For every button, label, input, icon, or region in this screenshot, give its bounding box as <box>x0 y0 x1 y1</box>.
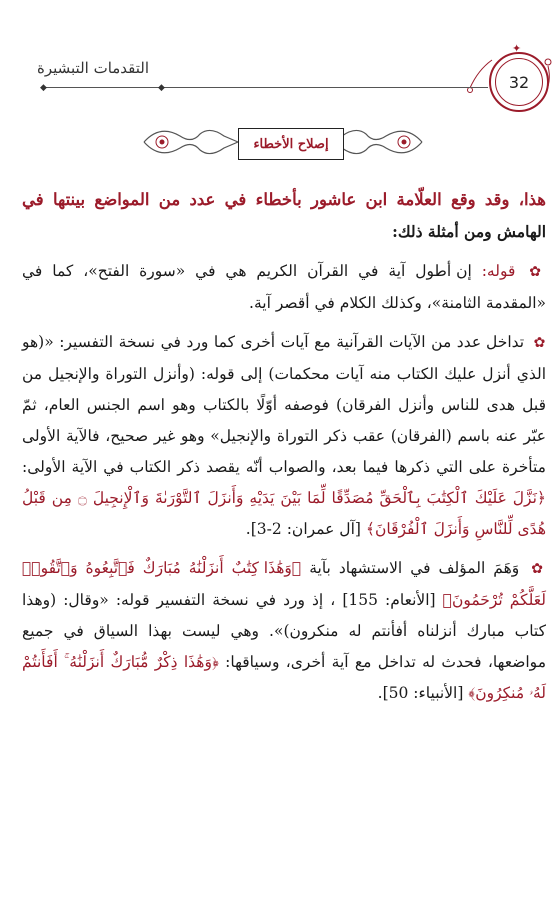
flower-bullet-icon: ✿ <box>533 335 547 351</box>
intro-paragraph <box>22 184 546 248</box>
quran-quote: ﴿نَزَّلَ عَلَيْكَ ٱلْكِتَٰبَ بِٱلْحَقِّ مُصَدِّقًا لِّمَا بَيْنَ يَدَيْهِ وَأَنزَلَ ٱلتَّوْرَىٰةَ وَٱلْإِنجِيلَ ۝ مِن قَبْلُ هُدًى لِّلنَّاسِ وَأَنزَلَ ٱلْفُرْقَانَ﴾ <box>22 489 546 538</box>
item-label: قوله: <box>481 262 516 280</box>
quran-quote: ﴿وَهَٰذَا ذِكْرٌ مُّبَارَكٌ أَنزَلْنَٰهُ ۚ أَفَأَنتُمْ لَهُۥ مُنكِرُونَ﴾ <box>22 653 546 702</box>
verse-reference: [آل عمران: 2-3]. <box>245 520 361 538</box>
page-number: 32 <box>495 58 543 106</box>
diamond-icon: ◆ <box>158 83 165 93</box>
diamond-icon: ◆ <box>40 83 47 93</box>
page-body <box>22 184 546 717</box>
running-title: التقدمات التبشيرة <box>36 59 150 77</box>
list-item <box>22 327 546 545</box>
item-text: إن أطول آية في القرآن الكريم هي في «سورة الفتح»، كما في «المقدمة الثامنة»، وكذلك الكلام في أقصر آية. <box>22 262 546 312</box>
header-ornament <box>0 0 559 110</box>
list-item <box>22 256 546 319</box>
star-icon: ✦ <box>512 42 522 55</box>
item-text: وَهَمَ المؤلف في الاستشهاد بآية <box>301 559 520 577</box>
verse-reference: [الأنعام: 155] <box>342 591 436 609</box>
intro-continuation: الهامش ومن أمثلة ذلك: <box>392 222 546 241</box>
intro-lead: هذا، وقد وقع العلّامة ابن عاشور بأخطاء في عدد من المواضع بينتها في <box>22 190 546 209</box>
quran-quote: ﴿وَهَٰذَا كِتَٰبٌ أَنزَلْنَٰهُ مُبَارَكٌ فَٱتَّبِعُوهُ وَٱتَّقُوا۟ لَعَلَّكُمْ تُرْحَمُونَ﴾ <box>22 559 546 609</box>
verse-reference: [الأنبياء: 50]. <box>377 684 464 702</box>
flower-bullet-icon: ✿ <box>531 561 546 577</box>
section-title: إصلاح الأخطاء <box>238 128 344 160</box>
section-banner <box>140 122 426 162</box>
flower-bullet-icon: ✿ <box>529 264 546 280</box>
item-text: تداخل عدد من الآيات القرآنية مع آيات أخرى كما ورد في نسخة التفسير: «(هو الذي أنزل عليك الكتاب منه آيات محكمات) إلى قوله: (وأنزل التوراة والإنجيل من قبل هدى للناس وأنزل الفرقان) فوصفه أوّلًا بالكتاب وهو اسم الجنس العام، ثمّ عبّر عنه باسم (الفرقان) عقب ذكر التوراة والإنجيل» وهو غير صحيح، فالآية الأولى متأخرة على التي ذكرها فيما بعد، والصواب أنّه يقصد ذكر الكتاب في الآية الأولى: <box>22 333 546 476</box>
list-item <box>22 553 546 709</box>
item-text: ، إذ ورد في نسخة التفسير قوله: «وقال: (وهذا كتاب مبارك أنزلناه أفأنتم له منكرون)». وهي ليست بهذا السياق في جميع مواضعها، فحدث له تداخل مع آية أخرى، وسياقها: <box>22 591 546 671</box>
page-number-badge <box>489 52 549 112</box>
header-rule <box>44 87 488 88</box>
